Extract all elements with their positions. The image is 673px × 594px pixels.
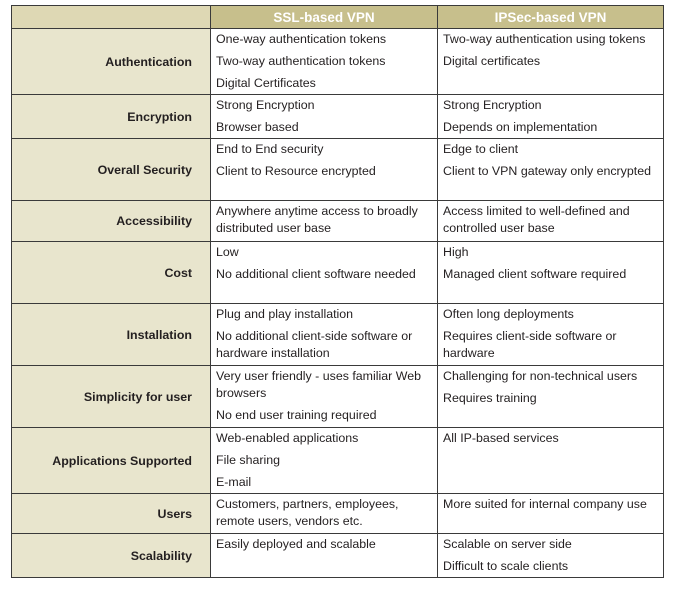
row-feature-label: Installation (12, 304, 211, 366)
row-feature-label: Overall Security (12, 139, 211, 201)
cell-line: High (443, 245, 469, 259)
ipsec-vpn-cell (438, 201, 664, 242)
cell-line: Strong Encryption (443, 98, 542, 112)
row-feature-label: Accessibility (12, 201, 211, 242)
cell-line: Plug and play installation (216, 307, 354, 321)
header-ipsec-vpn: IPSec-based VPN (438, 6, 664, 29)
cell-line: End to End security (216, 142, 324, 156)
ssl-vpn-cell (211, 95, 438, 139)
ssl-vpn-cell (211, 242, 438, 304)
table-row (12, 29, 664, 95)
cell-line: More suited for internal company use (443, 497, 647, 511)
cell-line: Anywhere anytime access to broadly distributed user base (216, 204, 418, 235)
ipsec-vpn-cell (438, 304, 664, 366)
table-header (12, 6, 664, 29)
cell-line: Difficult to scale clients (443, 559, 569, 573)
cell-line: Edge to client (443, 142, 519, 156)
cell-line: One-way authentication tokens (216, 32, 387, 46)
table-row (12, 95, 664, 139)
header-row (12, 6, 664, 29)
ssl-vpn-cell (211, 428, 438, 494)
cell-line: Access limited to well-defined and controlled user base (443, 204, 630, 235)
cell-line: Often long deployments (443, 307, 574, 321)
cell-line: Requires client-side software or hardware (443, 329, 617, 360)
cell-line: No additional client software needed (216, 267, 416, 281)
cell-line: Two-way authentication tokens (216, 54, 386, 68)
cell-line: Easily deployed and scalable (216, 537, 376, 551)
table-row (12, 242, 664, 304)
ssl-vpn-cell (211, 29, 438, 95)
ipsec-vpn-cell (438, 242, 664, 304)
ipsec-vpn-cell (438, 366, 664, 428)
table-row (12, 428, 664, 494)
table-row (12, 304, 664, 366)
table-row (12, 139, 664, 201)
row-feature-label: Cost (12, 242, 211, 304)
cell-line: Managed client software required (443, 267, 627, 281)
cell-line: No additional client-side software or hardware installation (216, 329, 413, 360)
cell-line: All IP-based services (443, 431, 559, 445)
cell-line: Customers, partners, employees, remote users, vendors etc. (216, 497, 399, 528)
cell-line: Two-way authentication using tokens (443, 32, 646, 46)
cell-line: File sharing (216, 453, 281, 467)
cell-line: Scalable on server side (443, 537, 572, 551)
table-row (12, 534, 664, 578)
cell-line: Client to Resource encrypted (216, 164, 376, 178)
cell-line: E-mail (216, 475, 252, 489)
vpn-comparison-table (11, 5, 664, 578)
ipsec-vpn-cell (438, 534, 664, 578)
cell-line: No end user training required (216, 408, 377, 422)
ssl-vpn-cell (211, 534, 438, 578)
table-row (12, 494, 664, 534)
table-body (12, 29, 664, 578)
cell-line: Web-enabled applications (216, 431, 359, 445)
row-feature-label: Authentication (12, 29, 211, 95)
cell-line: Depends on implementation (443, 120, 598, 134)
cell-line: Very user friendly - uses familiar Web browsers (216, 369, 421, 400)
cell-line: Client to VPN gateway only encrypted (443, 164, 651, 178)
ssl-vpn-cell (211, 139, 438, 201)
header-feature-cell (12, 6, 211, 29)
row-feature-label: Scalability (12, 534, 211, 578)
ssl-vpn-cell (211, 494, 438, 534)
row-feature-label: Encryption (12, 95, 211, 139)
header-ssl-vpn: SSL-based VPN (211, 6, 438, 29)
table-row (12, 201, 664, 242)
cell-line: Low (216, 245, 239, 259)
cell-line: Strong Encryption (216, 98, 315, 112)
ipsec-vpn-cell (438, 428, 664, 494)
cell-line: Challenging for non-technical users (443, 369, 638, 383)
ipsec-vpn-cell (438, 494, 664, 534)
table-row (12, 366, 664, 428)
cell-line: Digital certificates (443, 54, 541, 68)
cell-line: Digital Certificates (216, 76, 316, 90)
ssl-vpn-cell (211, 366, 438, 428)
ipsec-vpn-cell (438, 29, 664, 95)
cell-line: Browser based (216, 120, 299, 134)
ssl-vpn-cell (211, 201, 438, 242)
ipsec-vpn-cell (438, 139, 664, 201)
ipsec-vpn-cell (438, 95, 664, 139)
row-feature-label: Users (12, 494, 211, 534)
row-feature-label: Simplicity for user (12, 366, 211, 428)
row-feature-label: Applications Supported (12, 428, 211, 494)
cell-line: Requires training (443, 391, 537, 405)
ssl-vpn-cell (211, 304, 438, 366)
